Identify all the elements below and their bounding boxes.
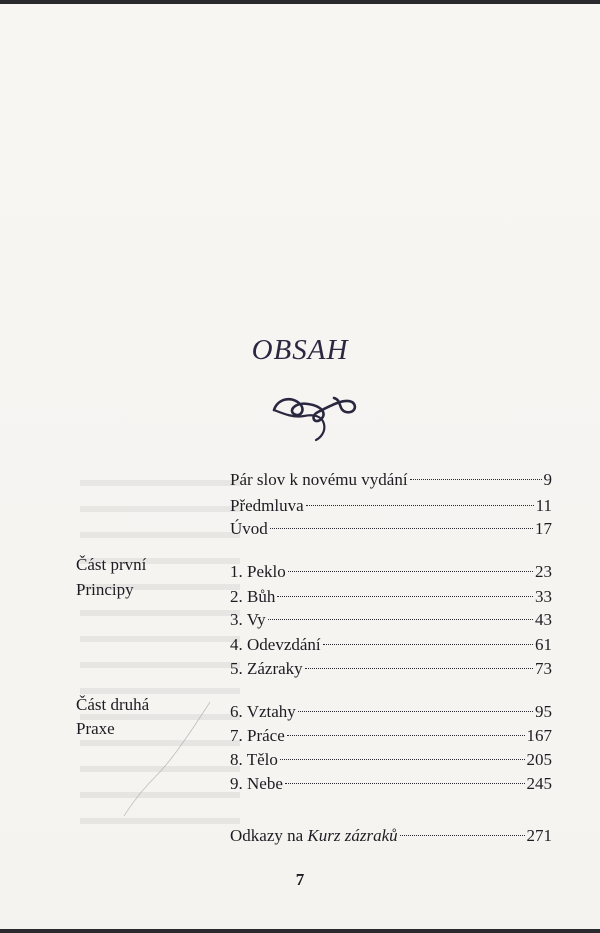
dot-leader — [280, 737, 525, 760]
toc-entry-chapter-1: 1. Peklo 23 — [230, 554, 552, 576]
toc-entry-chapter-8: 8. Tělo 205 — [230, 742, 552, 764]
toc-entry-chapter-6: 6. Vztahy 95 — [230, 694, 552, 716]
toc-entry-front-2: Předmluva 11 — [230, 488, 552, 510]
toc-entry-chapter-2: 2. Bůh 33 — [230, 579, 552, 601]
page-number: 7 — [295, 870, 305, 889]
toc-entry-chapter-5: 5. Zázraky 73 — [230, 651, 552, 673]
dot-leader — [285, 761, 525, 784]
dot-leader — [400, 813, 525, 836]
dot-leader — [268, 597, 533, 620]
dot-leader — [298, 689, 533, 712]
dot-leader — [410, 457, 542, 480]
flourish-ornament-icon — [270, 384, 360, 442]
toc-entry-chapter-4: 4. Odevzdání 61 — [230, 627, 552, 649]
part-subtitle-1: Principy — [76, 580, 134, 599]
dot-leader — [288, 549, 533, 572]
dot-leader — [287, 713, 525, 736]
dot-leader — [323, 622, 533, 645]
pencil-mark — [112, 700, 212, 820]
dot-leader — [305, 646, 533, 669]
scan-edge-top — [0, 0, 600, 4]
dot-leader — [306, 483, 534, 506]
toc-entry-front-1: Pár slov k novému vydání 9 — [230, 462, 552, 484]
part-heading-2: Část druhá — [76, 695, 150, 714]
part-subtitle-2: Praxe — [76, 719, 115, 738]
page-title: OBSAH — [251, 334, 349, 366]
toc-entry-chapter-9: 9. Nebe 245 — [230, 766, 552, 788]
dot-leader — [270, 506, 533, 529]
toc-entry-front-3: Úvod 17 — [230, 511, 552, 533]
toc-entry-chapter-3: 3. Vy 43 — [230, 602, 552, 624]
dot-leader — [277, 574, 533, 597]
part-heading-1: Část první — [76, 555, 147, 574]
toc-entry-references: Odkazy na Kurz zázraků 271 — [230, 818, 552, 840]
scan-edge-bottom — [0, 929, 600, 933]
toc-entry-chapter-7: 7. Práce 167 — [230, 718, 552, 740]
